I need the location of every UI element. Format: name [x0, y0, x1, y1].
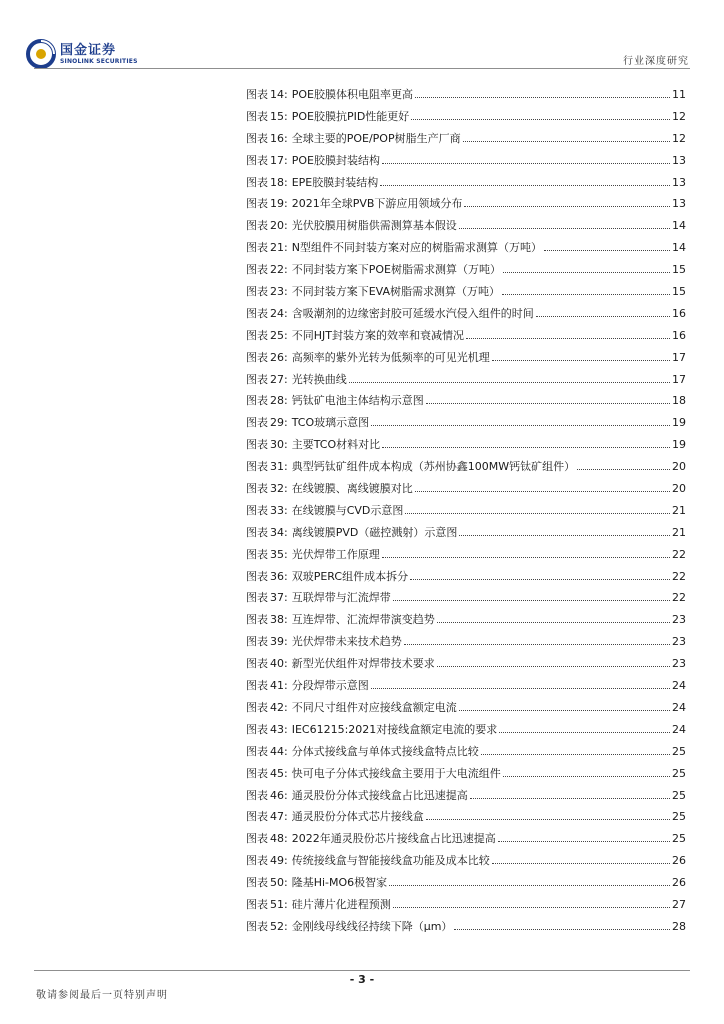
figure-label: 图表 — [246, 700, 268, 714]
label-colon: : — [284, 460, 288, 474]
figure-label: 图表 — [246, 328, 268, 342]
dot-leader — [499, 732, 670, 733]
figure-label: 图表 — [246, 153, 268, 167]
dot-leader — [459, 228, 670, 229]
figure-label: 图表 — [246, 897, 268, 911]
figure-number: 46 — [270, 788, 284, 802]
page-reference: 23 — [672, 657, 686, 671]
figure-number: 41 — [270, 679, 284, 693]
figure-number: 51 — [270, 897, 284, 911]
label-colon: : — [284, 788, 288, 802]
figure-number: 29 — [270, 416, 284, 430]
dot-leader — [536, 316, 670, 317]
figure-number: 39 — [270, 635, 284, 649]
page-reference: 12 — [672, 131, 686, 145]
label-colon: : — [284, 832, 288, 846]
toc-entry[interactable] — [246, 852, 686, 874]
dot-leader — [371, 425, 670, 426]
figure-label: 图表 — [246, 109, 268, 123]
toc-entry[interactable] — [246, 765, 686, 787]
toc-entry[interactable] — [246, 699, 686, 721]
label-colon: : — [284, 679, 288, 693]
figure-label: 图表 — [246, 460, 268, 474]
figure-number: 45 — [270, 766, 284, 780]
figure-title: 分体式接线盒与单体式接线盒特点比较 — [291, 744, 479, 758]
figure-label: 图表 — [246, 810, 268, 824]
figure-number: 52 — [270, 919, 284, 933]
dot-leader — [380, 185, 670, 186]
figure-number: 40 — [270, 657, 284, 671]
figure-title: 2021年全球PVB下游应用领域分布 — [291, 197, 463, 211]
label-colon: : — [284, 547, 288, 561]
page-reference: 18 — [672, 394, 686, 408]
figure-number: 33 — [270, 503, 284, 517]
dot-leader — [454, 929, 670, 930]
toc-entry[interactable] — [246, 283, 686, 305]
figure-title: 金刚线母线线径持续下降（μm） — [291, 919, 453, 933]
page-reference: 24 — [672, 722, 686, 736]
figure-title: 在线镀膜与CVD示意图 — [291, 503, 404, 517]
dot-leader — [459, 710, 670, 711]
figure-title: 典型钙钛矿组件成本构成（苏州协鑫100MW钙钛矿组件） — [291, 460, 576, 474]
toc-entry[interactable] — [246, 677, 686, 699]
figure-number: 50 — [270, 876, 284, 890]
dot-leader — [498, 841, 670, 842]
label-colon: : — [284, 285, 288, 299]
figure-number: 17 — [270, 153, 284, 167]
toc-entry[interactable] — [246, 633, 686, 655]
figure-number: 49 — [270, 854, 284, 868]
label-colon: : — [284, 328, 288, 342]
figure-label: 图表 — [246, 635, 268, 649]
toc-entry[interactable] — [246, 808, 686, 830]
toc-entry[interactable] — [246, 896, 686, 918]
figure-label: 图表 — [246, 306, 268, 320]
toc-entry[interactable] — [246, 195, 686, 217]
figure-label: 图表 — [246, 657, 268, 671]
dot-leader — [492, 863, 670, 864]
toc-entry[interactable] — [246, 589, 686, 611]
figure-label: 图表 — [246, 722, 268, 736]
figure-title: 高频率的紫外光转为低频率的可见光机理 — [291, 350, 490, 364]
toc-entry[interactable] — [246, 568, 686, 590]
figure-label: 图表 — [246, 876, 268, 890]
figure-title: 不同封装方案下EVA树脂需求测算（万吨） — [291, 285, 501, 299]
figure-number: 19 — [270, 197, 284, 211]
figure-title: 光转换曲线 — [291, 372, 347, 386]
label-colon: : — [284, 109, 288, 123]
dot-leader — [371, 688, 670, 689]
figure-title: POE胶膜封装结构 — [291, 153, 380, 167]
toc-entry[interactable] — [246, 349, 686, 371]
dot-leader — [577, 469, 670, 470]
label-colon: : — [284, 131, 288, 145]
dot-leader — [437, 666, 670, 667]
figure-number: 15 — [270, 109, 284, 123]
figure-title: 分段焊带示意图 — [291, 679, 369, 693]
toc-entry[interactable] — [246, 502, 686, 524]
figure-number: 26 — [270, 350, 284, 364]
dot-leader — [544, 250, 670, 251]
label-colon: : — [284, 88, 288, 101]
toc-entry[interactable] — [246, 174, 686, 196]
figure-label: 图表 — [246, 438, 268, 452]
label-colon: : — [284, 569, 288, 583]
label-colon: : — [284, 372, 288, 386]
page-reference: 24 — [672, 679, 686, 693]
dot-leader — [492, 360, 670, 361]
figure-number: 23 — [270, 285, 284, 299]
label-colon: : — [284, 919, 288, 933]
figure-label: 图表 — [246, 919, 268, 933]
figure-title: 光伏焊带未来技术趋势 — [291, 635, 402, 649]
dot-leader — [410, 579, 670, 580]
figure-label: 图表 — [246, 88, 268, 101]
page-reference: 23 — [672, 613, 686, 627]
label-colon: : — [284, 394, 288, 408]
figure-title: 快可电子分体式接线盒主要用于大电流组件 — [291, 766, 501, 780]
figure-title: 不同HJT封装方案的效率和衰减情况 — [291, 328, 464, 342]
label-colon: : — [284, 766, 288, 780]
figure-number: 28 — [270, 394, 284, 408]
figure-number: 25 — [270, 328, 284, 342]
figure-title: 互联焊带与汇流焊带 — [291, 591, 391, 605]
figure-label: 图表 — [246, 197, 268, 211]
report-type: 行业深度研究 — [623, 56, 689, 67]
figure-title: 硅片薄片化进程预测 — [291, 897, 391, 911]
label-colon: : — [284, 635, 288, 649]
figure-title: POE胶膜体积电阻率更高 — [291, 88, 413, 101]
page-reference: 14 — [672, 219, 686, 233]
figure-number: 31 — [270, 460, 284, 474]
dot-leader — [389, 885, 670, 886]
dot-leader — [411, 119, 670, 120]
page-reference: 17 — [672, 350, 686, 364]
toc-entry[interactable] — [246, 86, 686, 108]
figure-title: 2022年通灵股份芯片接线盒占比迅速提高 — [291, 832, 496, 846]
figure-label: 图表 — [246, 175, 268, 189]
toc-entry[interactable] — [246, 436, 686, 458]
figure-number: 43 — [270, 722, 284, 736]
logo-chinese-name: 国金证券 — [60, 42, 117, 58]
dot-leader — [503, 272, 670, 273]
label-colon: : — [284, 306, 288, 320]
figure-number: 35 — [270, 547, 284, 561]
toc-entry[interactable] — [246, 305, 686, 327]
toc-entry[interactable] — [246, 108, 686, 130]
toc-entry[interactable] — [246, 261, 686, 283]
figure-title: 含吸潮剂的边缘密封胶可延缓水汽侵入组件的时间 — [291, 306, 534, 320]
figure-title: POE胶膜抗PID性能更好 — [291, 109, 410, 123]
figure-label: 图表 — [246, 416, 268, 430]
page-reference: 20 — [672, 482, 686, 496]
toc-entry[interactable] — [246, 546, 686, 568]
toc-entry[interactable] — [246, 217, 686, 239]
dot-leader — [393, 907, 670, 908]
label-colon: : — [284, 722, 288, 736]
page-reference: 16 — [672, 306, 686, 320]
page-reference: 27 — [672, 897, 686, 911]
dot-leader — [464, 206, 670, 207]
dot-leader — [502, 294, 670, 295]
figure-title: 离线镀膜PVD（磁控溅射）示意图 — [291, 525, 458, 539]
page-reference: 23 — [672, 635, 686, 649]
page-reference: 25 — [672, 832, 686, 846]
toc-entry[interactable] — [246, 721, 686, 743]
dot-leader — [393, 600, 670, 601]
label-colon: : — [284, 897, 288, 911]
figure-number: 32 — [270, 482, 284, 496]
page-reference: 13 — [672, 175, 686, 189]
figure-title: 在线镀膜、离线镀膜对比 — [291, 482, 413, 496]
figure-label: 图表 — [246, 131, 268, 145]
page-reference: 25 — [672, 744, 686, 758]
figure-label: 图表 — [246, 832, 268, 846]
figure-label: 图表 — [246, 569, 268, 583]
figure-label: 图表 — [246, 263, 268, 277]
label-colon: : — [284, 810, 288, 824]
figure-number: 36 — [270, 569, 284, 583]
label-colon: : — [284, 438, 288, 452]
figure-label: 图表 — [246, 591, 268, 605]
figure-number: 44 — [270, 744, 284, 758]
figure-title: 主要TCO材料对比 — [291, 438, 381, 452]
disclaimer: 敬请参阅最后一页特别声明 — [36, 990, 168, 1001]
dot-leader — [503, 776, 670, 777]
dot-leader — [404, 644, 670, 645]
page-reference: 25 — [672, 788, 686, 802]
figure-number: 38 — [270, 613, 284, 627]
logo-english-name: SINOLINK SECURITIES — [60, 57, 138, 65]
figure-label: 图表 — [246, 219, 268, 233]
figure-label: 图表 — [246, 394, 268, 408]
page-reference: 22 — [672, 591, 686, 605]
label-colon: : — [284, 197, 288, 211]
figure-number: 48 — [270, 832, 284, 846]
figure-label: 图表 — [246, 482, 268, 496]
figure-number: 24 — [270, 306, 284, 320]
figure-label: 图表 — [246, 679, 268, 693]
figure-title: 不同封装方案下POE树脂需求测算（万吨） — [291, 263, 501, 277]
toc-entry[interactable] — [246, 830, 686, 852]
figure-title: 隆基Hi-MO6极智家 — [291, 876, 388, 890]
page-reference: 28 — [672, 919, 686, 933]
figure-list — [246, 86, 686, 940]
label-colon: : — [284, 153, 288, 167]
figure-label: 图表 — [246, 613, 268, 627]
figure-number: 18 — [270, 175, 284, 189]
figure-title: IEC61215:2021对接线盒额定电流的要求 — [291, 722, 498, 736]
page-reference: 26 — [672, 876, 686, 890]
figure-number: 16 — [270, 131, 284, 145]
dot-leader — [415, 491, 670, 492]
page-reference: 11 — [672, 88, 686, 101]
figure-title: 互连焊带、汇流焊带演变趋势 — [291, 613, 435, 627]
label-colon: : — [284, 503, 288, 517]
dot-leader — [426, 403, 670, 404]
page-header — [0, 0, 724, 70]
label-colon: : — [284, 700, 288, 714]
footer-divider — [34, 970, 690, 971]
label-colon: : — [284, 175, 288, 189]
page-number: - 3 - — [349, 973, 375, 986]
toc-entry[interactable] — [246, 874, 686, 896]
label-colon: : — [284, 416, 288, 430]
page-reference: 24 — [672, 700, 686, 714]
toc-entry[interactable] — [246, 787, 686, 809]
label-colon: : — [284, 219, 288, 233]
toc-entry[interactable] — [246, 239, 686, 261]
dot-leader — [415, 97, 670, 98]
figure-label: 图表 — [246, 350, 268, 364]
toc-entry[interactable] — [246, 371, 686, 393]
figure-label: 图表 — [246, 503, 268, 517]
dot-leader — [466, 338, 670, 339]
figure-label: 图表 — [246, 854, 268, 868]
dot-leader — [426, 819, 670, 820]
label-colon: : — [284, 482, 288, 496]
dot-leader — [437, 622, 670, 623]
toc-entry[interactable] — [246, 918, 686, 940]
dot-leader — [382, 163, 670, 164]
page-reference: 25 — [672, 810, 686, 824]
figure-title: 传统接线盒与智能接线盒功能及成本比较 — [291, 854, 490, 868]
figure-label: 图表 — [246, 788, 268, 802]
figure-number: 27 — [270, 372, 284, 386]
toc-entry[interactable] — [246, 152, 686, 174]
figure-title: 全球主要的POE/POP树脂生产厂商 — [291, 131, 461, 145]
toc-entry[interactable] — [246, 327, 686, 349]
toc-entry[interactable] — [246, 130, 686, 152]
label-colon: : — [284, 241, 288, 255]
figure-label: 图表 — [246, 547, 268, 561]
dot-leader — [463, 141, 670, 142]
toc-entry[interactable] — [246, 480, 686, 502]
page-reference: 13 — [672, 153, 686, 167]
toc-entry[interactable] — [246, 458, 686, 480]
page-reference: 15 — [672, 285, 686, 299]
page-reference: 25 — [672, 766, 686, 780]
page-reference: 19 — [672, 416, 686, 430]
page-reference: 26 — [672, 854, 686, 868]
figure-title: EPE胶膜封装结构 — [291, 175, 379, 189]
label-colon: : — [284, 876, 288, 890]
figure-title: 光伏胶膜用树脂供需测算基本假设 — [291, 219, 457, 233]
figure-title: 通灵股份分体式芯片接线盒 — [291, 810, 424, 824]
dot-leader — [349, 382, 670, 383]
page-reference: 22 — [672, 547, 686, 561]
page-reference: 14 — [672, 241, 686, 255]
company-logo — [26, 39, 138, 69]
figure-title: 钙钛矿电池主体结构示意图 — [291, 394, 424, 408]
page-reference: 15 — [672, 263, 686, 277]
label-colon: : — [284, 657, 288, 671]
toc-entry[interactable] — [246, 743, 686, 765]
dot-leader — [459, 535, 670, 536]
dot-leader — [481, 754, 670, 755]
figure-title: 通灵股份分体式接线盒占比迅速提高 — [291, 788, 468, 802]
toc-entry[interactable] — [246, 611, 686, 633]
figure-label: 图表 — [246, 285, 268, 299]
figure-title: N型组件不同封装方案对应的树脂需求测算（万吨） — [291, 241, 542, 255]
figure-title: 双玻PERC组件成本拆分 — [291, 569, 409, 583]
figure-number: 21 — [270, 241, 284, 255]
figure-label: 图表 — [246, 744, 268, 758]
figure-label: 图表 — [246, 241, 268, 255]
dot-leader — [470, 798, 670, 799]
figure-number: 37 — [270, 591, 284, 605]
sinolink-logo-icon — [26, 39, 56, 69]
figure-number: 34 — [270, 525, 284, 539]
figure-number: 30 — [270, 438, 284, 452]
figure-number: 20 — [270, 219, 284, 233]
label-colon: : — [284, 744, 288, 758]
page-reference: 19 — [672, 438, 686, 452]
label-colon: : — [284, 591, 288, 605]
figure-label: 图表 — [246, 372, 268, 386]
label-colon: : — [284, 263, 288, 277]
header-divider — [34, 68, 690, 69]
dot-leader — [382, 557, 670, 558]
figure-number: 42 — [270, 700, 284, 714]
toc-entry[interactable] — [246, 392, 686, 414]
figure-title: 光伏焊带工作原理 — [291, 547, 380, 561]
figure-number: 14 — [270, 88, 284, 101]
figure-title: TCO玻璃示意图 — [291, 416, 370, 430]
page-reference: 20 — [672, 460, 686, 474]
dot-leader — [382, 447, 670, 448]
label-colon: : — [284, 613, 288, 627]
page-reference: 17 — [672, 372, 686, 386]
label-colon: : — [284, 854, 288, 868]
figure-label: 图表 — [246, 525, 268, 539]
figure-title: 新型光伏组件对焊带技术要求 — [291, 657, 435, 671]
page-reference: 12 — [672, 109, 686, 123]
page-reference: 16 — [672, 328, 686, 342]
label-colon: : — [284, 525, 288, 539]
page-reference: 21 — [672, 503, 686, 517]
figure-title: 不同尺寸组件对应接线盒额定电流 — [291, 700, 457, 714]
figure-number: 22 — [270, 263, 284, 277]
toc-entry[interactable] — [246, 414, 686, 436]
page-reference: 22 — [672, 569, 686, 583]
toc-entry[interactable] — [246, 524, 686, 546]
figure-label: 图表 — [246, 766, 268, 780]
page-reference: 21 — [672, 525, 686, 539]
figure-number: 47 — [270, 810, 284, 824]
page-reference: 13 — [672, 197, 686, 211]
dot-leader — [405, 513, 670, 514]
toc-entry[interactable] — [246, 655, 686, 677]
label-colon: : — [284, 350, 288, 364]
